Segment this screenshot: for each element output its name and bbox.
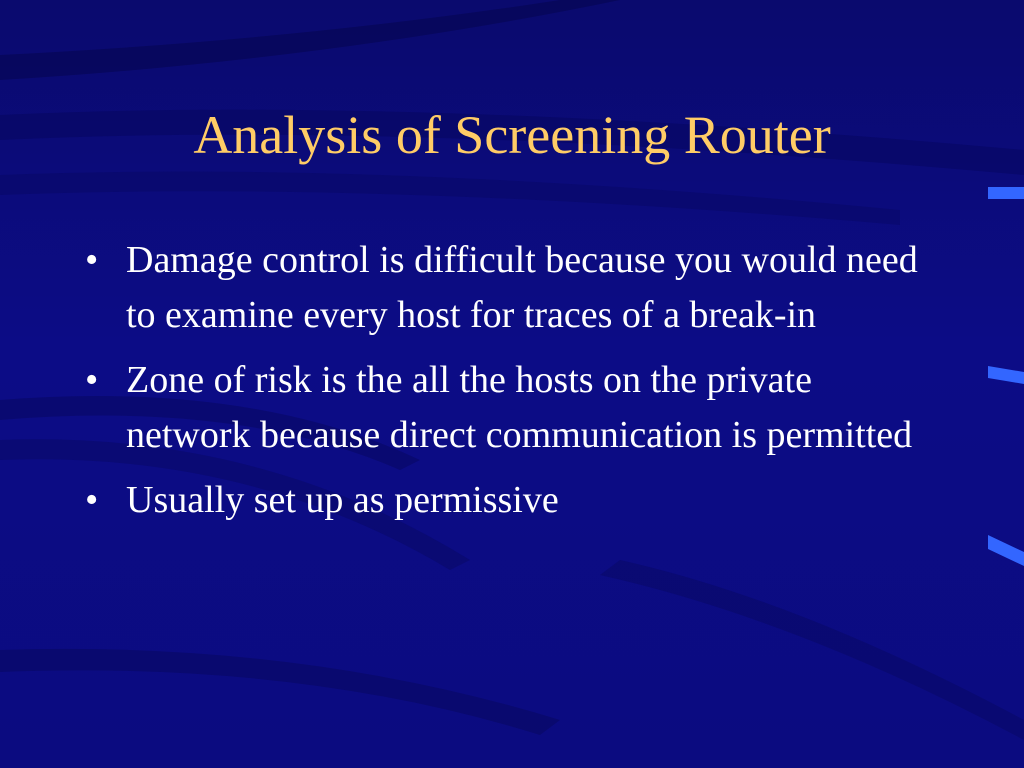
bullet-text: Zone of risk is the all the hosts on the private network because direct communication is permitted <box>126 359 913 456</box>
bullet-text: Damage control is difficult because you would need to examine every host for traces of a break-in <box>126 239 918 336</box>
accent-stripe-2 <box>988 366 1024 384</box>
bullet-item <box>85 353 945 463</box>
slide-title: Analysis of Screening Router <box>193 105 831 165</box>
accent-stripe-3 <box>988 535 1024 566</box>
bullet-icon: • <box>85 479 99 521</box>
bullet-item <box>85 233 945 343</box>
bullet-icon: • <box>85 359 99 401</box>
bullet-text: Usually set up as permissive <box>126 479 559 521</box>
bullet-icon: • <box>85 239 99 281</box>
bullet-list <box>85 233 945 538</box>
accent-stripe-1 <box>988 187 1024 199</box>
bullet-item <box>85 473 945 528</box>
